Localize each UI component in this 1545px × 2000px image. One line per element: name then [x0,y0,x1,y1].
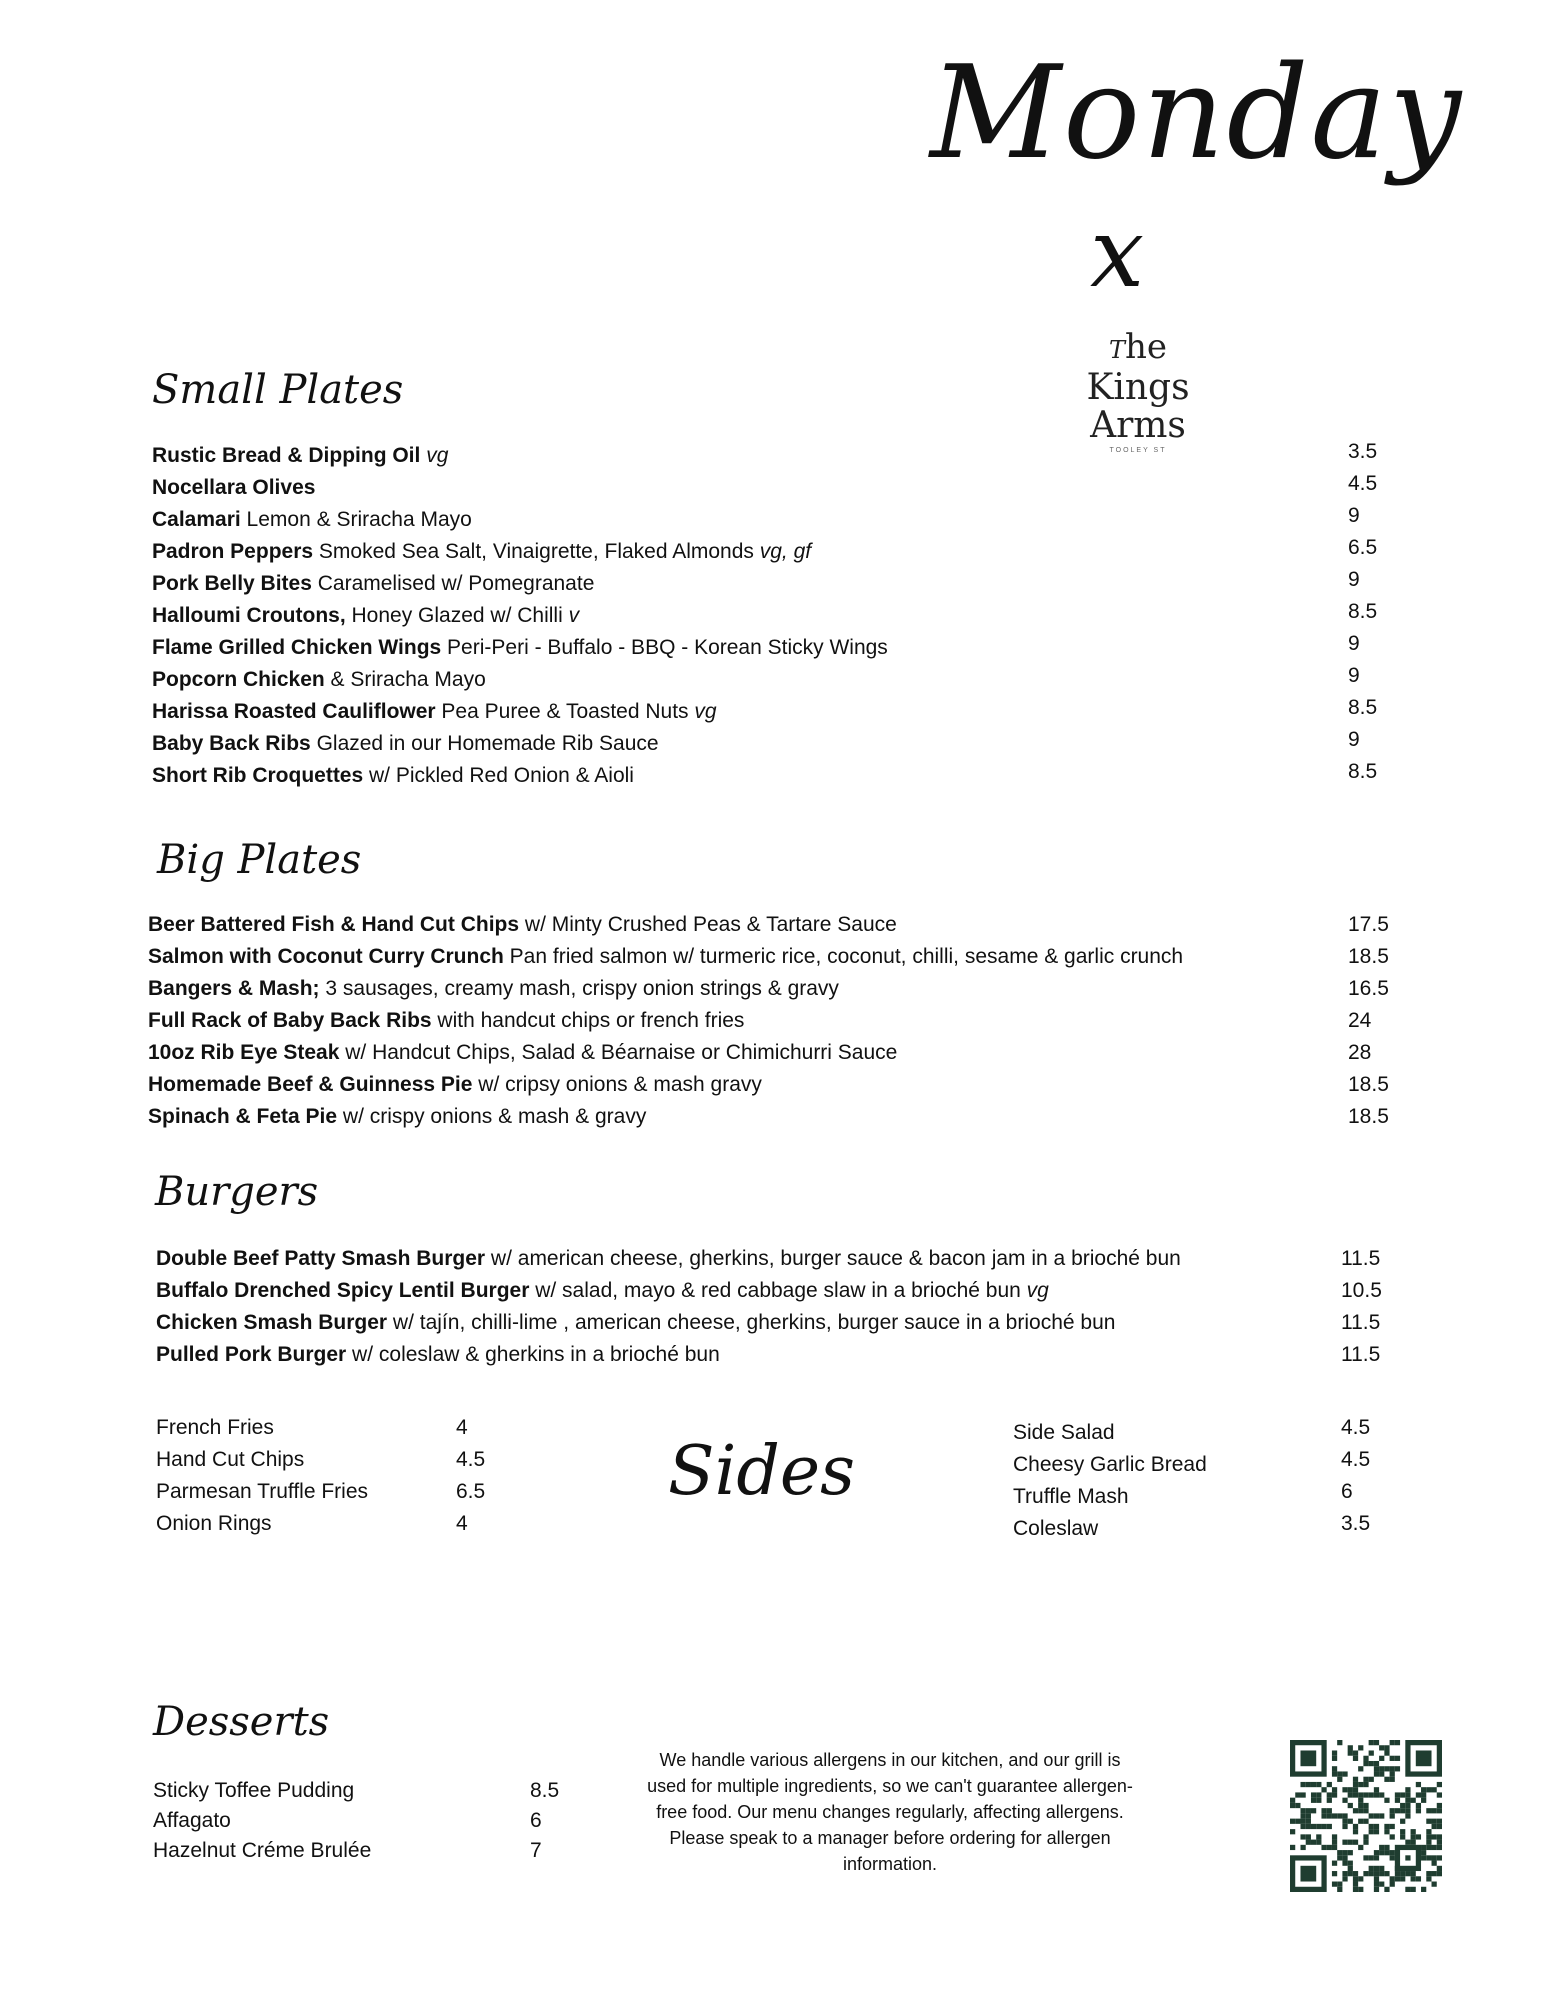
title-x: x [1090,197,1145,309]
menu-item [148,1007,744,1035]
menu-item-price: 3.5 [1341,1512,1371,1535]
menu-item-name: Parmesan Truffle Fries [156,1480,369,1503]
menu-item-description: Glazed in our Homemade Rib Sauce [310,732,659,755]
menu-item-price: 9 [1348,632,1360,655]
menu-item-description: Pea Puree & Toasted Nuts [435,700,689,723]
dietary-tag: vg [420,444,449,467]
menu-item-name: Short Rib Croquettes [152,764,364,787]
menu-item-price: 6.5 [456,1480,486,1503]
menu-item-price: 18.5 [1348,1073,1389,1096]
menu-item-price: 4 [456,1512,468,1535]
menu-item-price: 11.5 [1341,1247,1381,1270]
menu-item-name: Rustic Bread & Dipping Oil [152,444,421,467]
desserts-heading: Desserts [153,1699,330,1745]
menu-item-price: 17.5 [1348,913,1389,936]
logo-line4: TOOLEY ST [1109,447,1167,454]
menu-item-name: Homemade Beef & Guinness Pie [148,1073,473,1096]
menu-item-name: Side Salad [1013,1421,1115,1444]
menu-item [152,602,579,630]
menu-item [156,1341,720,1369]
menu-item-price: 16.5 [1348,977,1389,1000]
menu-item [148,1103,646,1131]
menu-item-price: 10.5 [1341,1279,1382,1302]
menu-item-description: w/ tajín, chilli-lime , american cheese, gherkins, burger sauce in a brioché bun [387,1311,1116,1334]
menu-item-description: w/ cripsy onions & mash gravy [472,1073,762,1096]
menu-item-name: Calamari [152,508,241,531]
menu-item-name: Affagato [153,1809,231,1832]
menu-item-name: French Fries [156,1416,274,1439]
menu-item-description: w/ Pickled Red Onion & Aioli [363,764,634,787]
menu-item-name: Harissa Roasted Cauliflower [152,700,436,723]
menu-item-description: with handcut chips or french fries [431,1009,745,1032]
menu-item [156,1245,1181,1273]
menu-item-description: Smoked Sea Salt, Vinaigrette, Flaked Almonds [313,540,754,563]
menu-item-name: Buffalo Drenched Spicy Lentil Burger [156,1279,530,1302]
menu-item [148,1039,897,1067]
menu-item [156,1309,1115,1337]
menu-item-name: 10oz Rib Eye Steak [148,1041,340,1064]
logo-line1: he [1124,327,1168,367]
menu-item-description: Lemon & Sriracha Mayo [240,508,472,531]
menu-item [152,666,486,694]
menu-item-price: 18.5 [1348,945,1389,968]
dietary-tag: vg, gf [753,540,812,563]
menu-item-description: w/ salad, mayo & red cabbage slaw in a brioché bun [529,1279,1021,1302]
menu-item-price: 4 [456,1416,468,1439]
menu-item-description: Honey Glazed w/ Chilli [345,604,563,627]
menu-item-price: 9 [1348,504,1360,527]
menu-item-name: Spinach & Feta Pie [148,1105,338,1128]
menu-item [152,538,811,566]
menu-item-price: 9 [1348,728,1360,751]
menu-item [152,474,315,502]
menu-item-name: Cheesy Garlic Bread [1013,1453,1207,1476]
menu-item-price: 11.5 [1341,1311,1381,1334]
menu-item-description: w/ crispy onions & mash & gravy [337,1105,647,1128]
menu-item [152,506,472,534]
menu-item-price: 8.5 [1348,696,1378,719]
menu-item-name: Pork Belly Bites [152,572,312,595]
menu-item-description: 3 sausages, creamy mash, crispy onion strings & gravy [319,977,839,1000]
menu-item-name: Double Beef Patty Smash Burger [156,1247,486,1270]
menu-item-description: w/ coleslaw & gherkins in a brioché bun [346,1343,720,1366]
menu-item-description: & Sriracha Mayo [324,668,486,691]
menu-item-price: 3.5 [1348,440,1378,463]
menu-item-price: 6.5 [1348,536,1378,559]
menu-item-price: 4.5 [456,1448,486,1471]
menu-item-description: w/ american cheese, gherkins, burger sauce & bacon jam in a brioché bun [485,1247,1181,1270]
menu-item-name: Pulled Pork Burger [156,1343,347,1366]
menu-item-price: 6 [530,1809,542,1832]
menu-item-name: Hazelnut Créme Brulée [153,1839,372,1862]
menu-item-price: 11.5 [1341,1343,1381,1366]
menu-item [152,698,717,726]
menu-item [148,1071,762,1099]
qr-code-icon[interactable] [1290,1740,1442,1892]
menu-item [148,911,897,939]
menu-item-price: 4.5 [1348,472,1378,495]
menu-item-name: Onion Rings [156,1512,272,1535]
allergen-notice: We handle various allergens in our kitchen, and our grill is used for multiple ingredients, so we can't guarantee allergen-free food. Our menu changes regularly, affecting allergens. Please speak to a manager before ordering for allergen information. [647,1750,1133,1874]
dietary-tag: vg [1020,1279,1049,1302]
menu-item-description: Peri-Peri - Buffalo - BBQ - Korean Sticky Wings [441,636,888,659]
menu-item-description: w/ Handcut Chips, Salad & Béarnaise or Chimichurri Sauce [339,1041,898,1064]
menu-item-name: Sticky Toffee Pudding [153,1779,355,1802]
kings-arms-logo [1078,328,1198,454]
logo-line3: Arms [1090,405,1186,446]
menu-item [152,762,634,790]
menu-item-name: Chicken Smash Burger [156,1311,388,1334]
logo-line2: Kings [1086,367,1190,408]
menu-item-price: 18.5 [1348,1105,1389,1128]
menu-item [152,634,888,662]
menu-item [152,442,448,470]
menu-item-price: 9 [1348,664,1360,687]
menu-item-price: 9 [1348,568,1360,591]
menu-item [148,943,1183,971]
menu-item [148,975,839,1003]
logo-initial: T [1108,336,1125,364]
menu-item-name: Salmon with Coconut Curry Crunch [148,945,504,968]
menu-item-name: Truffle Mash [1013,1485,1129,1508]
menu-item-name: Padron Peppers [152,540,314,563]
menu-item-name: Popcorn Chicken [152,668,325,691]
menu-item-description: w/ Minty Crushed Peas & Tartare Sauce [519,913,897,936]
big-plates-heading: Big Plates [157,837,362,883]
menu-item-price: 28 [1348,1041,1372,1064]
menu-item-price: 4.5 [1341,1448,1371,1471]
dietary-tag: v [562,604,580,627]
menu-item-price: 6 [1341,1480,1353,1503]
page-title: Monday [930,39,1464,188]
menu-item-price: 24 [1348,1009,1372,1032]
burgers-heading: Burgers [155,1169,319,1215]
menu-item [156,1277,1049,1305]
menu-item-name: Hand Cut Chips [156,1448,305,1471]
menu-item-price: 8.5 [1348,600,1378,623]
menu-item [152,730,659,758]
menu-item-price: 8.5 [1348,760,1378,783]
sides-heading: Sides [668,1432,855,1511]
menu-item-description: Caramelised w/ Pomegranate [311,572,595,595]
menu-item-name: Bangers & Mash; [148,977,320,1000]
menu-item-name: Nocellara Olives [152,476,316,499]
menu-item [152,570,594,598]
menu-item-name: Beer Battered Fish & Hand Cut Chips [148,913,520,936]
small-plates-heading: Small Plates [152,367,404,413]
menu-item-name: Flame Grilled Chicken Wings [152,636,442,659]
menu-item-price: 7 [530,1839,542,1862]
menu-item-name: Halloumi Croutons, [152,604,346,627]
menu-item-name: Full Rack of Baby Back Ribs [148,1009,432,1032]
menu-item-price: 4.5 [1341,1416,1371,1439]
menu-item-name: Baby Back Ribs [152,732,311,755]
menu-item-description: Pan fried salmon w/ turmeric rice, coconut, chilli, sesame & garlic crunch [503,945,1184,968]
menu-item-name: Coleslaw [1013,1517,1099,1540]
dietary-tag: vg [688,700,717,723]
menu-item-price: 8.5 [530,1779,560,1802]
